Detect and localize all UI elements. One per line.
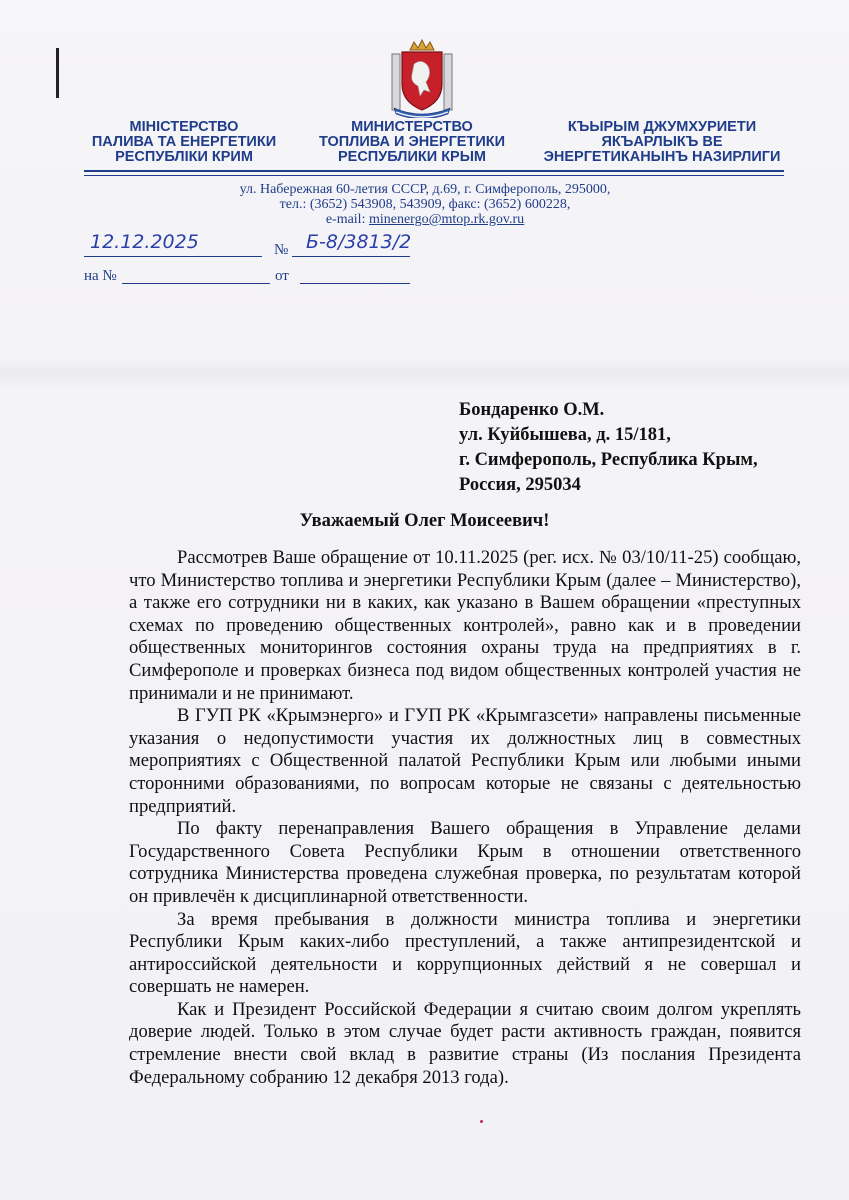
header-left-line-3: РЕСПУБЛІКИ КРИМ — [115, 149, 253, 165]
addressee-country: Россия, 295034 — [459, 475, 581, 495]
addressee-name: Бондаренко О.М. — [459, 400, 605, 420]
crimea-coat-of-arms-icon — [384, 36, 460, 118]
handwritten-date: 12.12.2025 — [90, 231, 199, 253]
ref-from-underline — [300, 283, 410, 284]
number-underline — [292, 256, 410, 257]
paragraph-4: За время пребывания в должности министра топлива и энергетики Республики Крым каких-либо преступлений, а также антипрезидентской и антироссийской деятельности и коррупционных действий я не совершал и совершать не намерен. — [129, 908, 801, 998]
header-russian — [312, 120, 512, 165]
phones-line: тел.: (3652) 543908, 543909, факс: (3652) 600228, — [279, 197, 571, 212]
header-right-line-1: КЪЫРЫМ ДЖУМХУРИЕТИ — [567, 119, 757, 135]
header-left-line-1: МІНІСТЕРСТВО — [129, 119, 239, 135]
addressee-block — [459, 398, 809, 498]
paragraph-3: По факту перенаправления Вашего обращения в Управление делами Государственного Совета Республики Крым в отношении ответственного сотрудника Министерства проведена служебная проверка, по результатам которой он привлечён к дисциплинарной ответственности. — [129, 818, 801, 907]
paragraph-2: В ГУП РК «Крымэнерго» и ГУП РК «Крымгазсети» направлены письменные указания о недопустимости участия их должностных лиц в совместных мероприятиях с Общественной палатой Республики Крым или любыми иными сторонними образованиями, по вопросам которые не связаны с деятельностью предприятий. — [129, 705, 801, 817]
ref-number-label: на № — [84, 268, 117, 284]
ref-from-label: от — [275, 268, 289, 284]
margin-mark — [56, 48, 59, 98]
header-mid-line-1: МИНИСТЕРСТВО — [351, 119, 473, 135]
contact-block — [200, 182, 650, 227]
header-mid-line-3: РЕСПУБЛИКИ КРЫМ — [337, 149, 486, 165]
header-divider-thick — [84, 170, 784, 172]
email-line — [200, 212, 650, 227]
email-label: e-mail: — [325, 212, 366, 227]
paragraph-1: Рассмотрев Ваше обращение от 10.11.2025 (рег. исх. № 03/10/11-25) сообщаю, что Министерство топлива и энергетики Республики Крым (далее – Министерство), а также его сотрудники ни в каких, как указано в Вашем обращении «преступных схемах по проведению общественных контролей», равно как и в проведении общественных мониторингов состояния охраны труда на предприятиях в г. Симферополе и проверках бизнеса под видом общественных контролей участия не принимали и не принимают. — [129, 547, 801, 704]
addressee-street: ул. Куйбышева, д. 15/181, — [459, 425, 671, 445]
date-underline — [84, 256, 262, 257]
header-right-line-2: ЯКЪАРЛЫКЪ ВЕ — [601, 134, 723, 150]
paragraph-5: Как и Президент Российской Федерации я считаю своим долгом укреплять доверие людей. Только в этом случае будет расти активность граждан, появится стремление внести свой вклад в развитие страны (Из послания Президента Федеральному собранию 12 декабря 2013 года). — [129, 998, 801, 1088]
address-line: ул. Набережная 60-летия СССР, д.69, г. Симферополь, 295000, — [239, 182, 611, 197]
letter-body — [129, 547, 801, 1089]
header-ukrainian — [84, 120, 284, 165]
addressee-city: г. Симферополь, Республика Крым, — [459, 450, 758, 470]
header-crimean-tatar — [532, 120, 792, 165]
header-left-line-2: ПАЛИВА ТА ЕНЕРГЕТИКИ — [91, 134, 277, 150]
number-label: № — [274, 242, 289, 258]
paper-speck — [480, 1120, 483, 1123]
email-link[interactable]: minenergo@mtop.rk.gov.ru — [368, 212, 525, 227]
header-right-line-3: ЭНЕРГЕТИКАНЫНЪ НАЗИРЛИГИ — [543, 149, 781, 165]
handwritten-number: Б-8/3813/2 — [306, 231, 412, 253]
ref-number-underline — [122, 283, 270, 284]
header-divider-thin — [84, 175, 784, 176]
header-mid-line-2: ТОПЛИВА И ЭНЕРГЕТИКИ — [318, 134, 506, 150]
salutation: Уважаемый Олег Моисеевич! — [299, 511, 550, 531]
